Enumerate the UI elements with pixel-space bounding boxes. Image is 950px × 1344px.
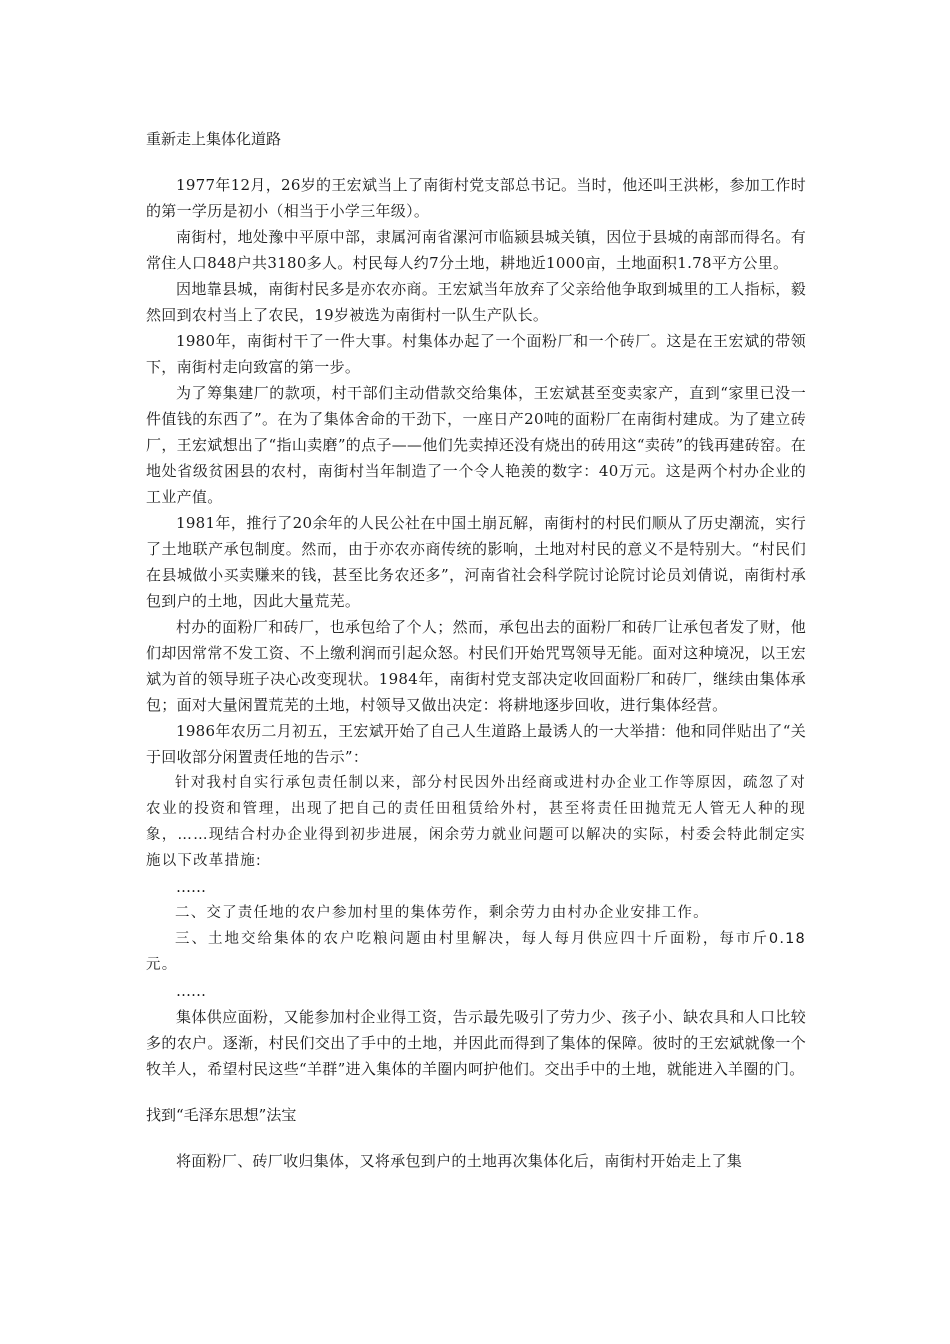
paragraph: 为了筹集建厂的款项，村干部们主动借款交给集体，王宏斌甚至变卖家产，直到“家里已没一件值钱的东西了”。在为了集体舍命的干劲下，一座日产20吨的面粉厂在南街村建成。为了建立砖厂，王宏斌想出了“指山卖磨”的点子——他们先卖掉还没有烧出的砖用这“卖砖”的钱再建砖窑。在地处省级贫困县的农村，南街村当年制造了一个令人艳羡的数字：40万元。这是两个村办企业的工业产值。 (146, 384, 806, 506)
paragraph: 因地靠县城，南街村民多是亦农亦商。王宏斌当年放弃了父亲给他争取到城里的工人指标，毅然回到农村当上了农民，19岁被选为南街村一队生产队长。 (146, 280, 806, 324)
paragraph: 1986年农历二月初五，王宏斌开始了自己人生道路上最诱人的一大举措：他和同伴贴出了“关于回收部分闲置责任地的告示”： (146, 722, 806, 766)
paragraph: 村办的面粉厂和砖厂，也承包给了个人；然而，承包出去的面粉厂和砖厂让承包者发了财，他们却因常常不发工资、不上缴利润而引起众怒。村民们开始咒骂领导无能。面对这种境况，以王宏斌为首的领导班子决心改变现状。1984年，南街村党支部决定收回面粉厂和砖厂，继续由集体承包；面对大量闲置荒芜的土地，村领导又做出决定：将耕地逐步回收，进行集体经营。 (146, 618, 806, 714)
document-page (146, 126, 806, 1174)
section-title: 重新走上集体化道路 (146, 130, 282, 148)
quoted-notice-item: 二、交了责任地的农户参加村里的集体劳作，剩余劳力由村办企业安排工作。 (175, 905, 709, 921)
ellipsis: …… (176, 878, 206, 896)
paragraph: 集体供应面粉，又能参加村企业得工资，告示最先吸引了劳力少、孩子小、缺农具和人口比较多的农户。逐渐，村民们交出了手中的土地，并因此而得到了集体的保障。彼时的王宏斌就像一个牧羊人，希望村民这些“羊群”进入集体的羊圈内呵护他们。交出手中的土地，就能进入羊圈的门。 (146, 1008, 806, 1078)
ellipsis: …… (176, 982, 206, 1000)
section-title: 找到“毛泽东思想”法宝 (146, 1106, 297, 1124)
quoted-notice-text: 针对我村自实行承包责任制以来，部分村民因外出经商或进村办企业工作等原因，疏忽了对农业的投资和管理，出现了把自己的责任田租赁给外村，甚至将责任田抛荒无人管无人种的现象，……现结合村办企业得到初步进展，闲余劳力就业问题可以解决的实际，村委会特此制定实施以下改革措施: (146, 775, 806, 869)
paragraph: 1981年，推行了20余年的人民公社在中国土崩瓦解，南街村的村民们顺从了历史潮流，实行了土地联产承包制度。然而，由于亦农亦商传统的影响，土地对村民的意义不是特别大。“村民们在县城做小买卖赚来的钱，甚至比务农还多”，河南省社会科学院讨论院讨论员刘倩说，南街村承包到户的土地，因此大量荒芜。 (146, 514, 806, 610)
paragraph: 将面粉厂、砖厂收归集体，又将承包到户的土地再次集体化后，南街村开始走上了集 (176, 1152, 743, 1170)
paragraph: 1977年12月，26岁的王宏斌当上了南街村党支部总书记。当时，他还叫王洪彬，参加工作时的第一学历是初小（相当于小学三年级）。 (146, 176, 806, 220)
quoted-notice-item: 三、土地交给集体的农户吃粮问题由村里解决，每人每月供应四十斤面粉，每市斤0.18元。 (146, 931, 806, 973)
paragraph: 南街村，地处豫中平原中部，隶属河南省漯河市临颍县城关镇，因位于县城的南部而得名。有常住人口848户共3180多人。村民每人约7分土地，耕地近1000亩，土地面积1.78平方公里。 (146, 228, 806, 272)
paragraph: 1980年，南街村干了一件大事。村集体办起了一个面粉厂和一个砖厂。这是在王宏斌的带领下，南街村走向致富的第一步。 (146, 332, 806, 376)
